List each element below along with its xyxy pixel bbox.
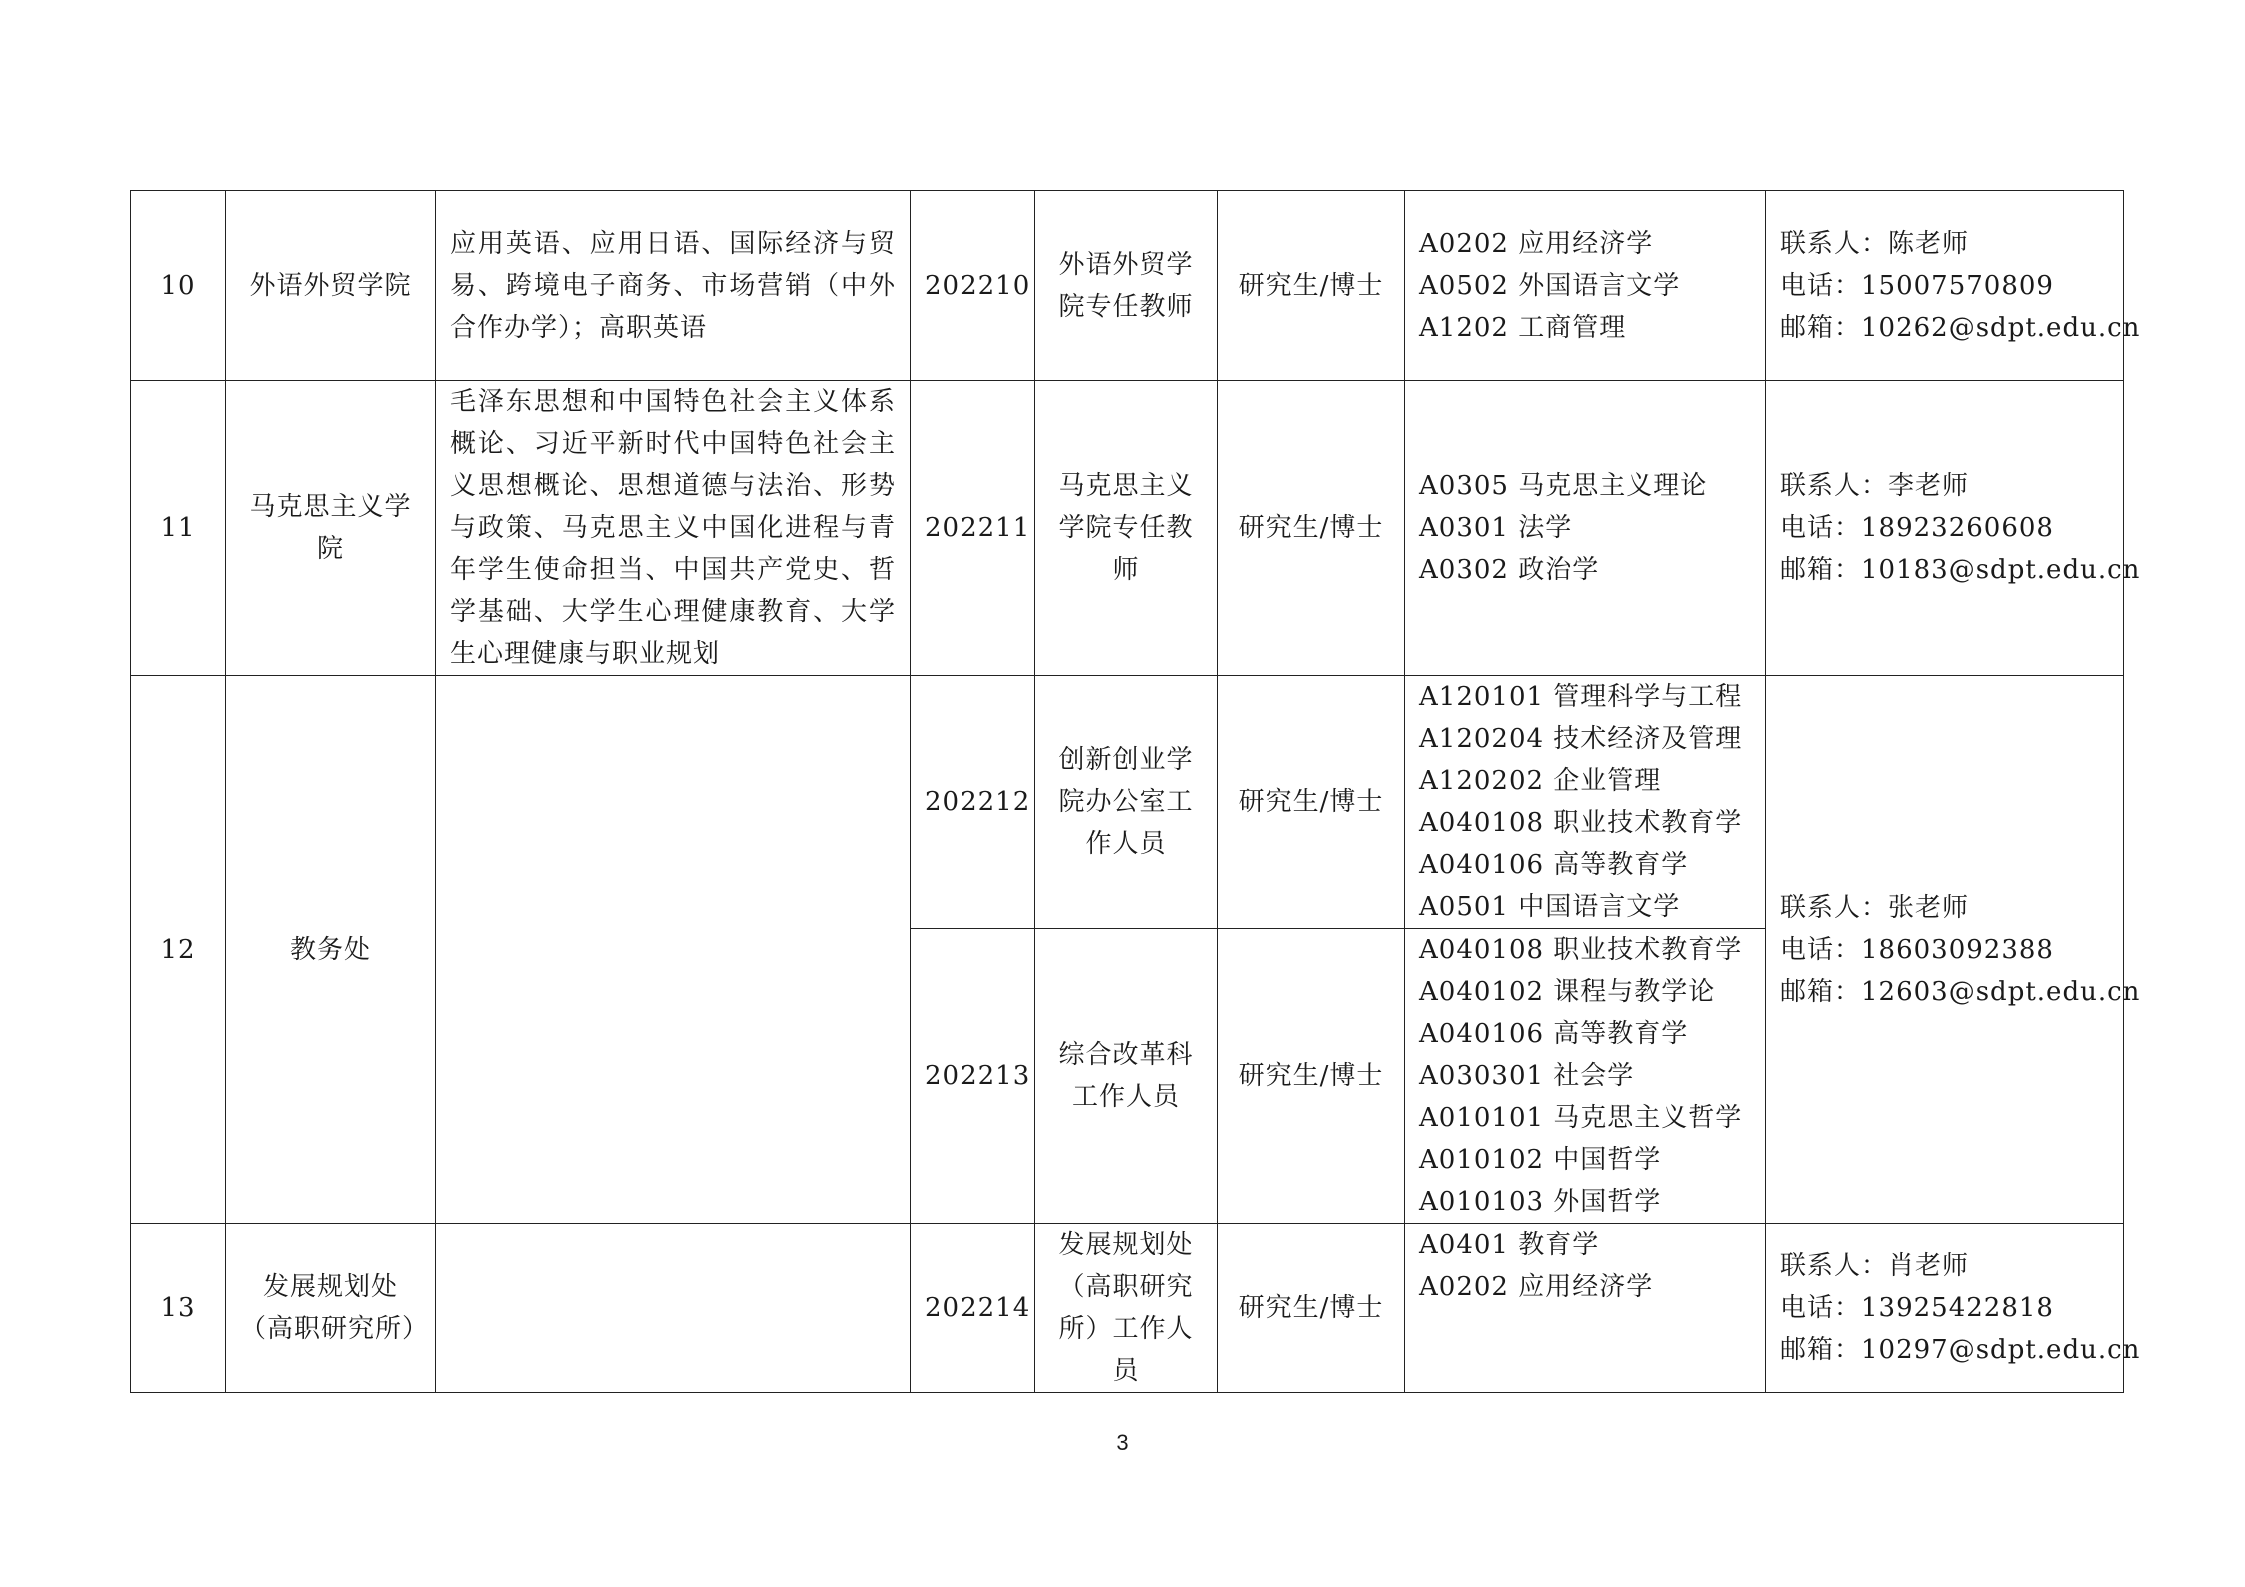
page-number: 3	[1116, 1430, 1129, 1455]
contact-cell	[1766, 1224, 2141, 1393]
major-item: A0305 马克思主义理论	[1419, 471, 1708, 501]
major-item: A030301 社会学	[1419, 1061, 1635, 1091]
contact-person: 联系人：肖老师	[1780, 1251, 1970, 1281]
row-number: 13	[131, 1224, 226, 1393]
department-cell: 教务处	[226, 676, 436, 1224]
majors-cell	[1405, 191, 1766, 381]
major-item: A120101 管理科学与工程	[1419, 682, 1743, 712]
contact-cell	[1766, 676, 2141, 1224]
position-name-cell: 发展规划处（高职研究所）工作人员	[1035, 1224, 1218, 1393]
courses-cell	[436, 676, 911, 1224]
row-number: 10	[131, 191, 226, 381]
major-item: A040108 职业技术教育学	[1419, 935, 1743, 965]
courses-cell	[436, 191, 911, 381]
position-name-cell: 马克思主义学院专任教师	[1035, 381, 1218, 676]
major-item: A1202 工商管理	[1419, 312, 1627, 343]
position-name-cell: 创新创业学院办公室工作人员	[1035, 676, 1218, 929]
major-item: A0302 政治学	[1419, 555, 1600, 585]
contact-email: 邮箱：12603@sdpt.edu.cn	[1780, 976, 2141, 1007]
major-item: A040106 高等教育学	[1419, 1019, 1689, 1049]
contact-email: 邮箱：10297@sdpt.edu.cn	[1780, 1335, 2141, 1365]
position-name-cell: 外语外贸学院专任教师	[1035, 191, 1218, 381]
major-item: A010101 马克思主义哲学	[1419, 1103, 1743, 1133]
education-cell: 研究生/博士	[1218, 381, 1405, 676]
table-row	[131, 676, 2124, 929]
table-row	[131, 191, 2124, 381]
department-cell: 马克思主义学院	[226, 381, 436, 676]
department-cell: 外语外贸学院	[226, 191, 436, 381]
position-name-cell: 综合改革科工作人员	[1035, 929, 1218, 1224]
position-code-cell: 202211	[911, 381, 1035, 676]
position-code-cell: 202210	[911, 191, 1035, 381]
department-cell: 发展规划处（高职研究所）	[226, 1224, 436, 1393]
major-item: A0401 教育学	[1419, 1230, 1600, 1260]
row-number: 12	[131, 676, 226, 1224]
education-cell: 研究生/博士	[1218, 191, 1405, 381]
major-item: A040102 课程与教学论	[1419, 977, 1716, 1007]
position-code-cell: 202212	[911, 676, 1035, 929]
courses-text: 毛泽东思想和中国特色社会主义体系概论、习近平新时代中国特色社会主义思想概论、思想道德与法治、形势与政策、马克思主义中国化进程与青年学生使命担当、中国共产党史、哲学基础、大学生心理健康教育、大学生心理健康与职业规划	[450, 387, 896, 669]
education-cell: 研究生/博士	[1218, 1224, 1405, 1393]
major-item: A0202 应用经济学	[1419, 228, 1654, 259]
contact-person: 联系人：陈老师	[1780, 228, 1970, 259]
contact-phone: 电话：18603092388	[1780, 934, 2054, 965]
table-row	[131, 1224, 2124, 1393]
major-item: A040108 职业技术教育学	[1419, 808, 1743, 838]
recruitment-table	[130, 190, 2141, 1393]
majors-cell	[1405, 676, 1766, 929]
major-item: A120202 企业管理	[1419, 766, 1662, 796]
major-item: A040106 高等教育学	[1419, 850, 1689, 880]
contact-email: 邮箱：10183@sdpt.edu.cn	[1780, 555, 2141, 585]
major-item: A010103 外国哲学	[1419, 1187, 1662, 1217]
contact-phone: 电话：13925422818	[1780, 1293, 2054, 1323]
major-item: A010102 中国哲学	[1419, 1145, 1662, 1175]
major-item: A0202 应用经济学	[1419, 1272, 1654, 1302]
majors-cell	[1405, 381, 1766, 676]
courses-text: 应用英语、应用日语、国际经济与贸易、跨境电子商务、市场营销（中外合作办学）；高职英语	[450, 228, 896, 343]
position-code-cell: 202213	[911, 929, 1035, 1224]
major-item: A0301 法学	[1419, 513, 1573, 543]
majors-cell	[1405, 1224, 1766, 1393]
contact-phone: 电话：15007570809	[1780, 270, 2054, 301]
row-number: 11	[131, 381, 226, 676]
contact-cell	[1766, 381, 2141, 676]
contact-person: 联系人：李老师	[1780, 471, 1970, 501]
major-item: A120204 技术经济及管理	[1419, 724, 1743, 754]
contact-person: 联系人：张老师	[1780, 892, 1970, 923]
majors-cell	[1405, 929, 1766, 1224]
contact-cell	[1766, 191, 2141, 381]
contact-email: 邮箱：10262@sdpt.edu.cn	[1780, 312, 2141, 343]
table-row	[131, 381, 2124, 676]
education-cell: 研究生/博士	[1218, 929, 1405, 1224]
contact-phone: 电话：18923260608	[1780, 513, 2054, 543]
position-code-cell: 202214	[911, 1224, 1035, 1393]
courses-cell	[436, 1224, 911, 1393]
education-cell: 研究生/博士	[1218, 676, 1405, 929]
courses-cell	[436, 381, 911, 676]
major-item: A0502 外国语言文学	[1419, 270, 1681, 301]
major-item: A0501 中国语言文学	[1419, 892, 1681, 922]
